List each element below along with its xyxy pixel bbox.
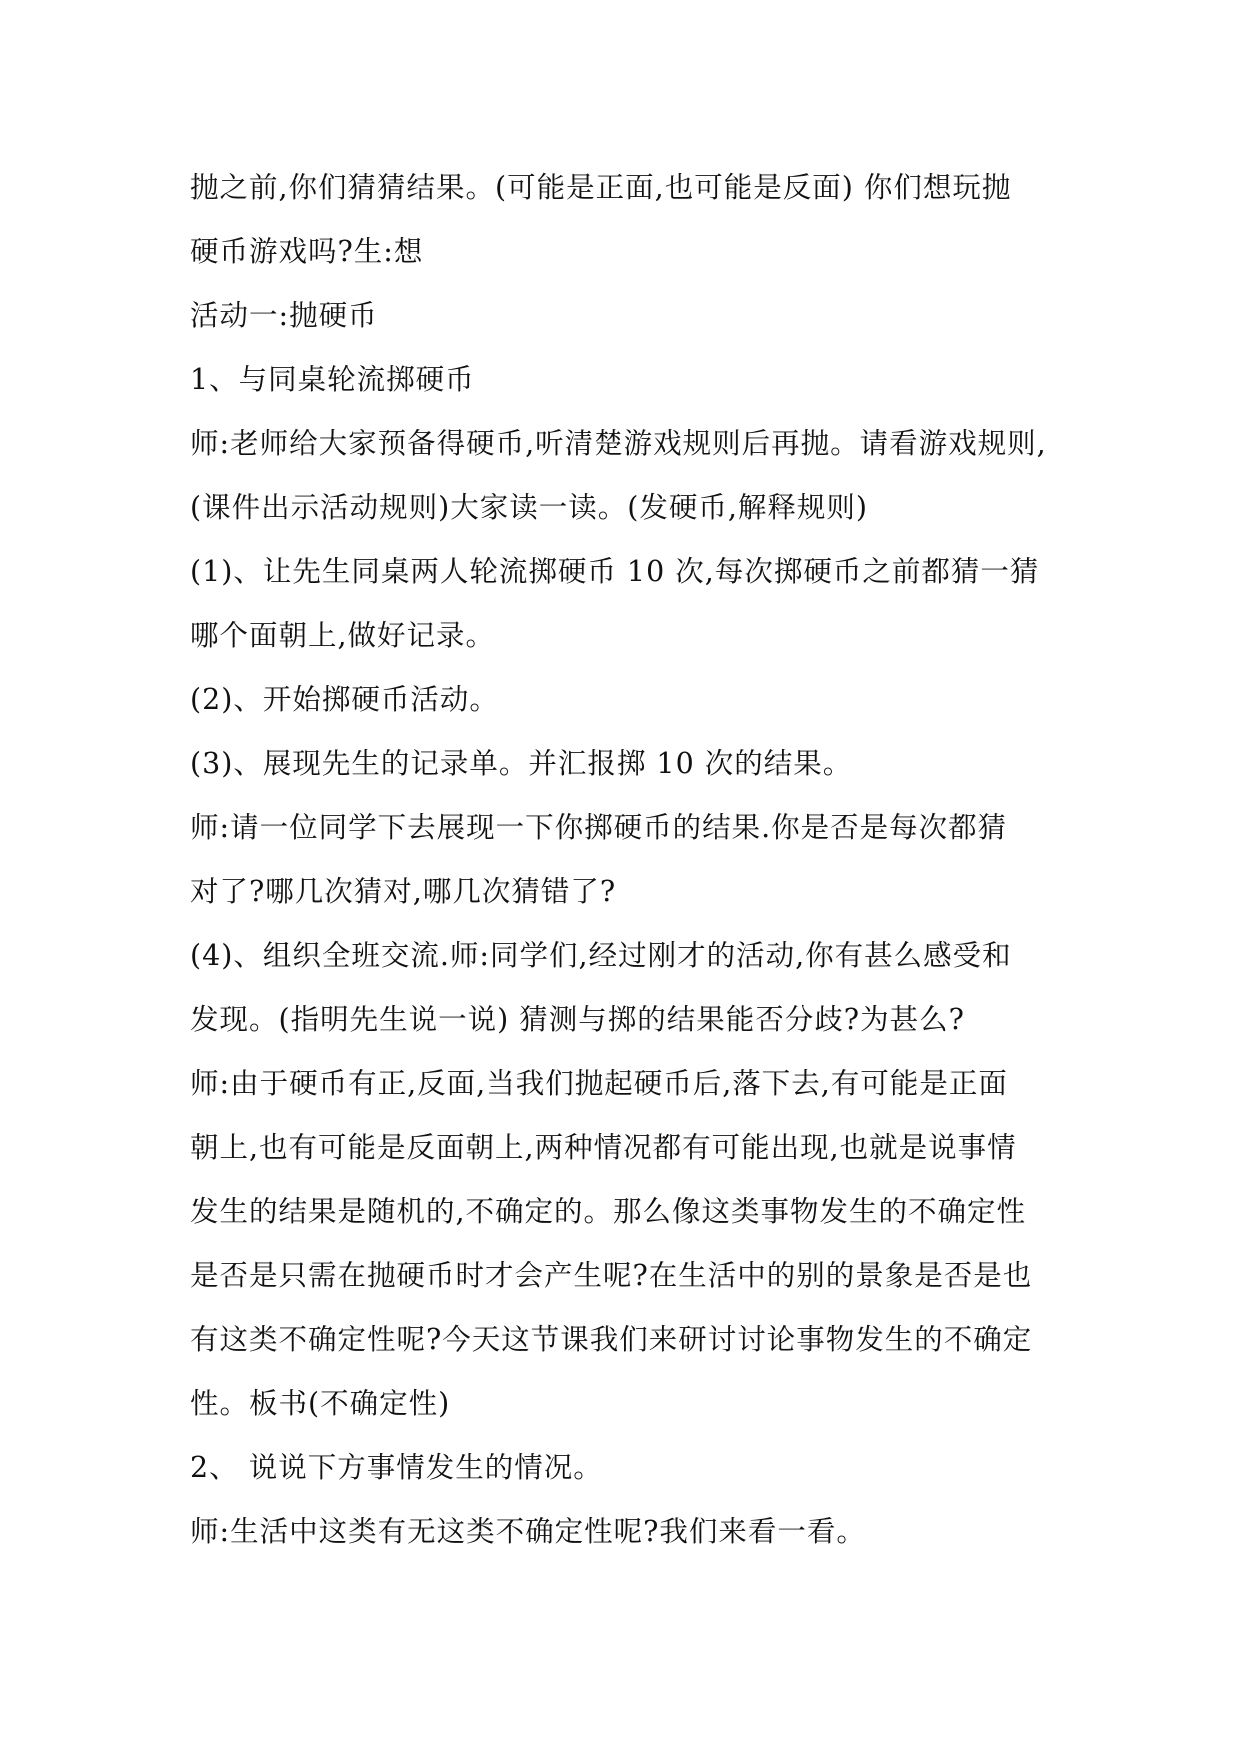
text-line: 发生的结果是随机的,不确定的。那么像这类事物发生的不确定性 [190,1195,1027,1228]
text-line: 对了?哪几次猜对,哪几次猜错了? [190,875,617,908]
document-body [190,156,1070,1564]
text-line: 性。板书(不确定性) [190,1387,451,1420]
text-line: (2)、开始掷硬币活动。 [190,683,499,716]
text-line: 是否是只需在抛硬币时才会产生呢?在生活中的别的景象是否是也 [190,1259,1033,1292]
text-line: 抛之前,你们猜猜结果。(可能是正面,也可能是反面) 你们想玩抛 [190,171,1012,204]
step-heading: 1、与同桌轮流掷硬币 [190,363,475,396]
text-line: 师:由于硬币有正,反面,当我们抛起硬币后,落下去,有可能是正面 [190,1067,1008,1100]
text-line: (1)、让先生同桌两人轮流掷硬币 10 次,每次掷硬币之前都猜一猜 [190,555,1040,588]
step-heading: 2、 说说下方事情发生的情况。 [190,1451,603,1484]
text-line: 师:老师给大家预备得硬币,听清楚游戏规则后再抛。请看游戏规则, [190,427,1047,460]
text-line: 师:请一位同学下去展现一下你掷硬币的结果.你是否是每次都猜 [190,811,1008,844]
text-line: 朝上,也有可能是反面朝上,两种情况都有可能出现,也就是说事情 [190,1131,1017,1164]
text-line: (3)、展现先生的记录单。并汇报掷 10 次的结果。 [190,747,853,780]
text-line: 发现。(指明先生说一说) 猜测与掷的结果能否分歧?为甚么? [190,1003,965,1036]
text-line: (课件出示活动规则)大家读一读。(发硬币,解释规则) [190,491,869,524]
text-line: 有这类不确定性呢?今天这节课我们来研讨讨论事物发生的不确定 [190,1323,1033,1356]
text-line: 哪个面朝上,做好记录。 [190,619,496,652]
section-heading: 活动一:抛硬币 [190,299,378,332]
text-line: (4)、组织全班交流.师:同学们,经过刚才的活动,你有甚么感受和 [190,939,1012,972]
text-line: 师:生活中这类有无这类不确定性呢?我们来看一看。 [190,1515,866,1548]
text-line: 硬币游戏吗?生:想 [190,235,424,268]
